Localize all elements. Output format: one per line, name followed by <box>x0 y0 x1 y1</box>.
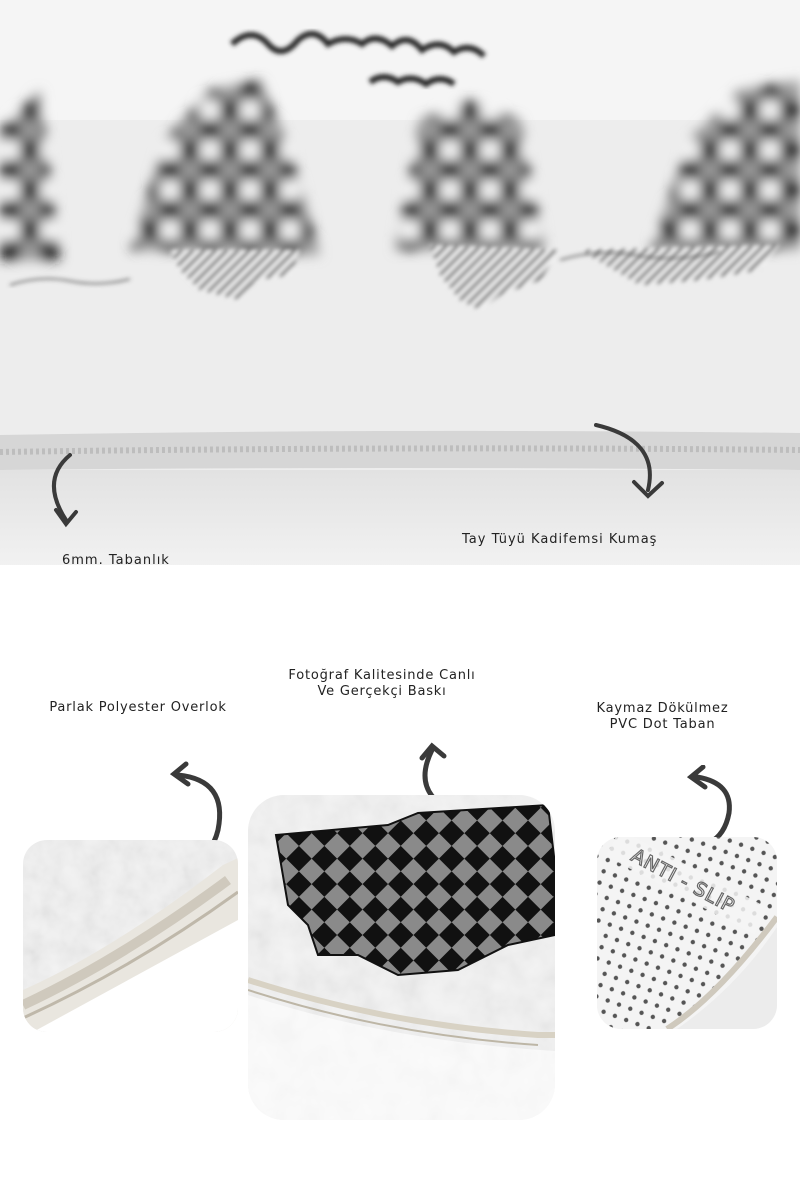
overlock-corner-image <box>23 840 238 1032</box>
anti-slip-label: ANTI - SLIP <box>627 844 739 918</box>
feature-title-antislip-line2: PVC Dot Taban <box>609 717 716 732</box>
caption-velvet-fabric: Tay Tüyü Kadifemsi Kumaş <box>462 532 658 547</box>
feature-title-antislip <box>570 701 755 733</box>
feature-title-print <box>262 668 502 700</box>
feature-title-overlock: Parlak Polyester Overlok <box>49 700 227 715</box>
feature-title-print-line1: Fotoğraf Kalitesinde Canlı <box>288 668 476 683</box>
card-overlock <box>23 840 238 1032</box>
card-anti-slip <box>597 837 777 1029</box>
feature-title-antislip-line1: Kaymaz Dökülmez <box>596 701 729 716</box>
print-quality-image <box>248 795 555 1120</box>
anti-slip-backing-image <box>597 837 777 1029</box>
card-print-quality <box>248 795 555 1120</box>
feature-title-print-line2: Ve Gerçekçi Baskı <box>317 684 447 699</box>
caption-base-thickness: 6mm. Tabanlık <box>62 553 170 568</box>
